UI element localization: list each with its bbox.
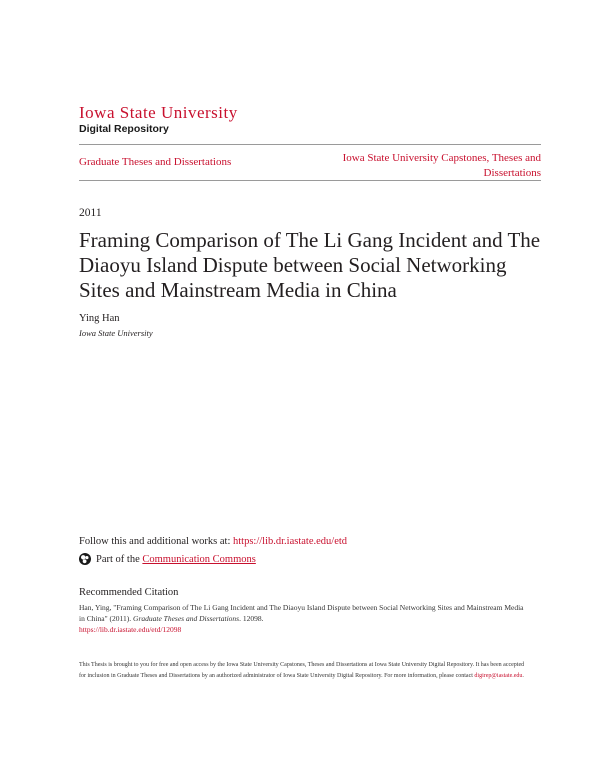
logo-university-name: Iowa State University [79,103,238,122]
notice-text: This Thesis is brought to you for free and open access by the Iowa State University Capstones, Theses and Dissertations at Iowa State University Digital Repository. It has been accepted for inclusion in Graduate Theses and Dissertations by an authorized administrator of Iowa State University Digital Repository. For more information, please contact [79,662,525,679]
citation-series: Graduate Theses and Dissertations [133,614,240,623]
collection-link-left[interactable]: Graduate Theses and Dissertations [79,156,232,168]
bottom-divider [79,180,541,181]
part-of-label: Part of the [96,553,140,565]
document-title: Framing Comparison of The Li Gang Incident and The Diaoyu Island Dispute between Social Networking Sites and Mainstream Media in China [79,228,541,302]
follow-line [79,536,347,547]
citation-number: . 12098. [239,614,264,623]
notice-end: . [522,672,524,679]
logo-repository-name: Digital Repository [79,123,169,135]
top-divider [79,144,541,145]
collection-link-right[interactable]: Iowa State University Capstones, Theses and Dissertations [342,152,541,179]
access-notice [79,660,529,681]
recommended-citation-heading: Recommended Citation [79,587,179,598]
citation-block [79,602,529,635]
follow-label: Follow this and additional works at: [79,536,231,547]
citation-text: Han, Ying, "Framing Comparison of The Li Gang Incident and The Diaoyu Island Dispute between Social Networking Sites and Mainstream Media in China" (2011). [79,603,524,623]
publication-year: 2011 [79,207,102,219]
author-name: Ying Han [79,313,120,324]
citation-url[interactable]: https://lib.dr.iastate.edu/etd/12098 [79,625,182,634]
university-logo[interactable] [79,104,319,135]
author-affiliation: Iowa State University [79,328,153,338]
contact-email-link[interactable]: digirep@iastate.edu [474,672,523,679]
commons-icon [79,553,91,565]
part-of-line [79,553,256,565]
communication-commons-link[interactable]: Communication Commons [142,553,256,565]
follow-link[interactable]: https://lib.dr.iastate.edu/etd [233,536,348,547]
